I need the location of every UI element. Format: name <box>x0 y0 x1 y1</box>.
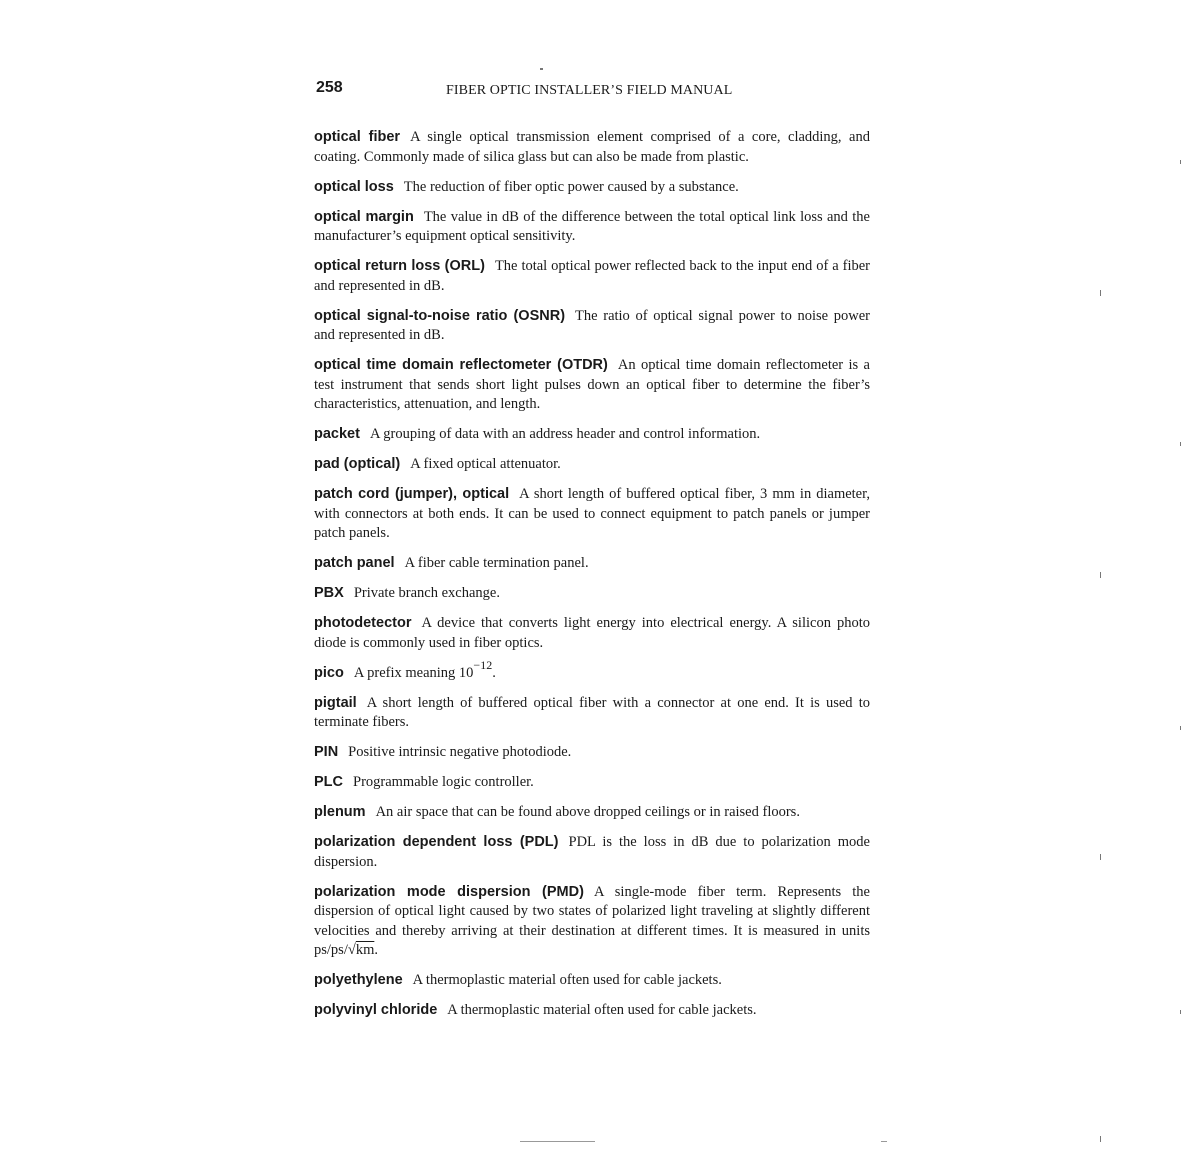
scan-mark <box>1180 1010 1181 1014</box>
entry-definition: A fiber cable termination panel. <box>404 555 589 571</box>
entry-definition: The reduction of fiber optic power caused by a substance. <box>403 178 739 195</box>
exponent: −12 <box>473 657 493 672</box>
glossary-entry <box>314 833 870 872</box>
entry-definition: A short length of buffered optical fiber with a connector at one end. It is used to terminate fibers. <box>314 694 870 730</box>
entry-definition: PDL is the loss in dB due to polarization mode dispersion. <box>314 834 870 870</box>
entry-term: optical margin <box>314 208 414 225</box>
scan-mark <box>1180 160 1181 164</box>
scan-mark <box>881 1141 887 1142</box>
entry-term: PLC <box>314 774 343 790</box>
entry-term: polyethylene <box>314 972 403 988</box>
entry-definition: A single-mode fiber term. Represents the dispersion of optical light caused by two states of polarized light traveling at slightly different velocities and thereby arriving at their destination at different times. It is measured in units ps/ps/ <box>314 883 870 958</box>
glossary-entry <box>314 694 870 733</box>
entry-term: optical time domain reflectometer (OTDR) <box>314 357 608 373</box>
scan-mark <box>1100 1136 1101 1142</box>
entry-term: patch cord (jumper), optical <box>314 486 510 502</box>
running-head: FIBER OPTIC INSTALLER’S FIELD MANUAL <box>446 83 733 98</box>
glossary-entry <box>314 614 870 653</box>
entry-definition: An optical time domain reflectometer is a test instrument that sends short light pulses down an optical fiber to determine the fiber’s characteristics, attenuation, and length. <box>314 357 870 412</box>
scan-mark <box>1180 442 1181 446</box>
entry-definition: A thermoplastic material often used for cable jackets. <box>447 1002 757 1018</box>
entry-term: patch panel <box>314 555 395 571</box>
entry-definition: A single optical transmission element comprised of a core, cladding, and coating. Commonly made of silica glass but can also be made from plastic. <box>314 129 870 165</box>
glossary-entry <box>314 178 870 198</box>
entry-term: PIN <box>314 744 339 760</box>
glossary-entry <box>314 208 870 247</box>
scan-mark <box>1100 854 1101 860</box>
entry-definition: Positive intrinsic negative photodiode. <box>348 744 572 760</box>
glossary-entry <box>314 257 870 296</box>
glossary-entry <box>314 743 870 763</box>
entry-definition: A device that converts light energy into electrical energy. A silicon photo diode is commonly used in fiber optics. <box>314 615 870 651</box>
glossary-entry <box>314 554 870 574</box>
glossary-entry <box>314 584 870 604</box>
entry-definition: The ratio of optical signal power to noise power and represented in dB. <box>314 307 870 343</box>
entry-definition: The total optical power reflected back to the input end of a fiber and represented in dB. <box>314 258 870 294</box>
glossary-entry <box>314 971 870 991</box>
page-number: 258 <box>316 79 343 96</box>
scan-mark <box>1100 572 1101 578</box>
glossary-entry <box>314 128 870 167</box>
glossary-entry <box>314 773 870 793</box>
page-header <box>316 79 876 103</box>
glossary-entry <box>314 883 870 961</box>
entry-definition: A grouping of data with an address header and control information. <box>369 426 761 442</box>
entry-term: optical signal-to-noise ratio (OSNR) <box>314 307 566 324</box>
glossary-entries <box>314 128 870 1031</box>
scan-mark <box>520 1141 595 1142</box>
entry-term: optical loss <box>314 178 394 195</box>
entry-suffix: . <box>374 942 378 958</box>
sqrt-radicand: km <box>355 942 375 958</box>
entry-definition: A prefix meaning 10 <box>353 664 474 681</box>
scan-mark <box>1100 290 1101 296</box>
entry-suffix: . <box>492 664 496 681</box>
glossary-entry <box>314 657 870 684</box>
entry-definition: A short length of buffered optical fiber, 3 mm in diameter, with connectors at both ends. It can be used to connect equipment to patch panels or jumper patch panels. <box>314 486 870 541</box>
entry-term: pigtail <box>314 694 357 711</box>
entry-term: PBX <box>314 585 344 601</box>
glossary-entry <box>314 455 870 475</box>
sqrt-symbol: √ <box>347 942 356 958</box>
scan-mark <box>540 68 543 70</box>
glossary-entry <box>314 425 870 445</box>
entry-term: plenum <box>314 804 366 820</box>
scan-mark <box>1180 726 1181 730</box>
entry-definition: Private branch exchange. <box>353 585 500 601</box>
entry-term: polarization dependent loss (PDL) <box>314 834 559 850</box>
entry-term: photodetector <box>314 615 412 631</box>
glossary-entry <box>314 307 870 346</box>
entry-term: polarization mode dispersion (PMD) <box>314 883 584 900</box>
entry-term: optical return loss (ORL) <box>314 258 485 274</box>
glossary-entry <box>314 485 870 544</box>
glossary-entry <box>314 803 870 823</box>
glossary-entry <box>314 1001 870 1021</box>
entry-definition: A fixed optical attenuator. <box>410 456 561 472</box>
entry-definition: An air space that can be found above dropped ceilings or in raised floors. <box>375 804 800 820</box>
entry-term: packet <box>314 426 360 442</box>
entry-term: polyvinyl chloride <box>314 1002 438 1018</box>
entry-definition: The value in dB of the difference between the total optical link loss and the manufacturer’s equipment optical sensitivity. <box>314 208 870 244</box>
entry-term: optical fiber <box>314 129 401 145</box>
entry-term: pico <box>314 664 344 681</box>
entry-definition: A thermoplastic material often used for cable jackets. <box>412 972 722 988</box>
entry-definition: Programmable logic controller. <box>353 774 534 790</box>
entry-term: pad (optical) <box>314 456 401 472</box>
glossary-entry <box>314 356 870 415</box>
